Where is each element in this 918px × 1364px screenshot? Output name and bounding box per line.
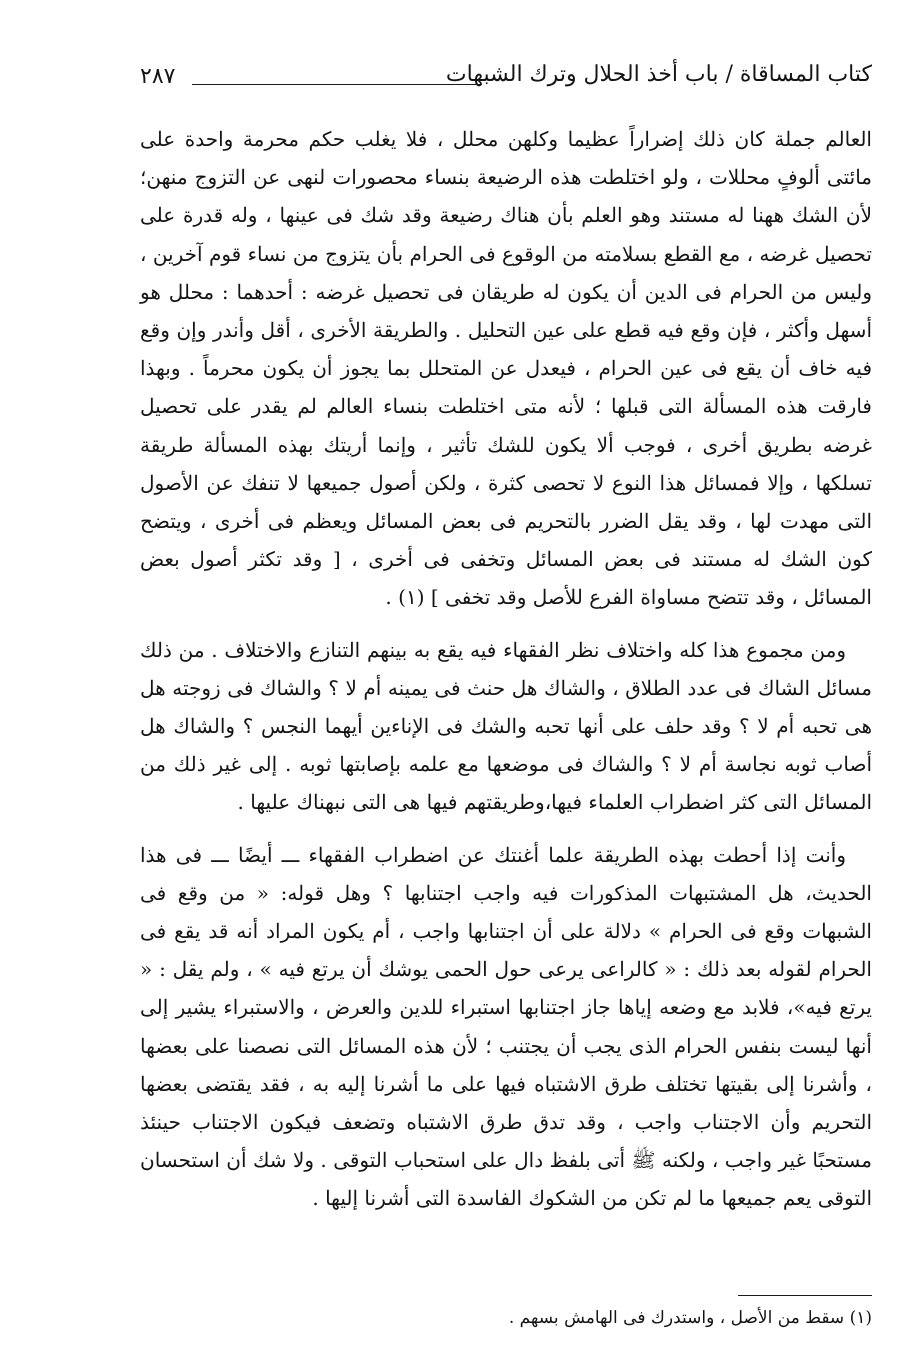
paragraph-gap xyxy=(140,822,872,836)
page-number: ٢٨٧ xyxy=(140,64,176,89)
header-title: كتاب المساقاة / باب أخذ الحلال وترك الشبهات xyxy=(445,62,872,87)
footnote-rule xyxy=(738,1295,872,1296)
running-header xyxy=(140,60,872,100)
main-text xyxy=(140,120,872,1218)
paragraph-gap xyxy=(140,617,872,631)
header-rule xyxy=(192,84,482,85)
footnote: (١) سقط من الأصل ، واستدرك فى الهامش بسهم . xyxy=(508,1308,872,1328)
paragraph: وأنت إذا أحطت بهذه الطريقة علما أغنتك عن اضطراب الفقهاء ـــ أيضًا ـــ فى هذا الحديث، هل المشتبهات المذكورات فيه واجب اجتنابها ؟ وهل قوله: « من وقع فى الشبهات وقع فى الحرام » دلالة على أن اجتنابها واجب ، أم يكون المراد أنه قد يقع فى الحرام لقوله بعد ذلك : « كالراعى يرعى حول الحمى يوشك أن يرتع فيه » ، ولم يقل : « يرتع فيه»، فلابد مع وضعه إياها جاز اجتنابها استبراء للدين والعرض ، والاستبراء يشير إلى أنها ليست بنفس الحرام الذى يجب أن يجتنب ؛ لأن هذه المسائل التى نصصنا على بعضها ، وأشرنا إلى بقيتها تختلف طرق الاشتباه فيها على ما أشرنا إليه به ، فقد يقتضى بعضها التحريم وأن الاجتناب واجب ، وقد تدق طرق الاشتباه وتضعف فيكون الاجتناب حينئذ مستحبًا غير واجب ، ولكنه ﷺ أتى بلفظ دال على استحباب التوقى . ولا شك أن استحسان التوقى يعم جميعها ما لم تكن من الشكوك الفاسدة التى أشرنا إليها . xyxy=(140,842,872,1211)
paragraph: العالم جملة كان ذلك إضراراً عظيما وكلهن محلل ، فلا يغلب حكم محرمة واحدة على مائتى ألوفٍ محللات ، ولو اختلطت هذه الرضيعة بنساء محصورات لنهى عن التزوج منهن؛ لأن الشك ههنا له مستند وهو العلم بأن هناك رضيعة وقد شك فى عينها ، وله قدرة على تحصيل غرضه ، مع القطع بسلامته من الوقوع فى الحرام بأن يتزوج من نساء قوم آخرين ، وليس من الحرام فى الدين أن يكون له طريقان فى تحصيل غرضه : أحدهما : محلل هو أسهل وأكثر ، فإن وقع فيه قطع على عين التحليل . والطريقة الأخرى ، أقل وأندر وإن وقع فيه خاف أن يقع فى عين الحرام ، فيعدل عن المتحلل بما يجوز أن يكون محرماً . وبهذا فارقت هذه المسألة التى قبلها ؛ لأنه متى اختلطت بنساء العالم لم يقدر على تحصيل غرضه بطريق أخرى ، فوجب ألا يكون للشك تأثير ، وإنما أريتك بهذه المسألة طريقة تسلكها ، وإلا فمسائل هذا النوع لا تحصى كثرة ، ولكن أصول جميعها لا تنفك عن الأصول التى مهدت لها ، وقد يقل الضرر بالتحريم فى بعض المسائل ويعظم فى أخرى ، ويتضح كون الشك له مستند فى بعض المسائل وتخفى فى أخرى ، [ وقد تكثر أصول بعض المسائل ، وقد تتضح مساواة الفرع للأصل وقد تخفى ] (١) . xyxy=(140,127,873,610)
paragraph: ومن مجموع هذا كله واختلاف نظر الفقهاء فيه يقع به بينهم التنازع والاختلاف . من ذلك مسائل الشاك فى عدد الطلاق ، والشاك هل حنث فى يمينه أم لا ؟ والشاك فى زوجته هل هى تحبه أم لا ؟ وقد حلف على أنها تحبه والشك فى الإناءين أيهما النجس ؟ والشاك هل أصاب ثوبه نجاسة أم لا ؟ والشاك فى موضعها مع علمه بإصابتها ثوبه . إلى غير ذلك من المسائل التى كثر اضطراب العلماء فيها،وطريقتهم فيها هى التى نبهناك عليها . xyxy=(140,637,872,815)
